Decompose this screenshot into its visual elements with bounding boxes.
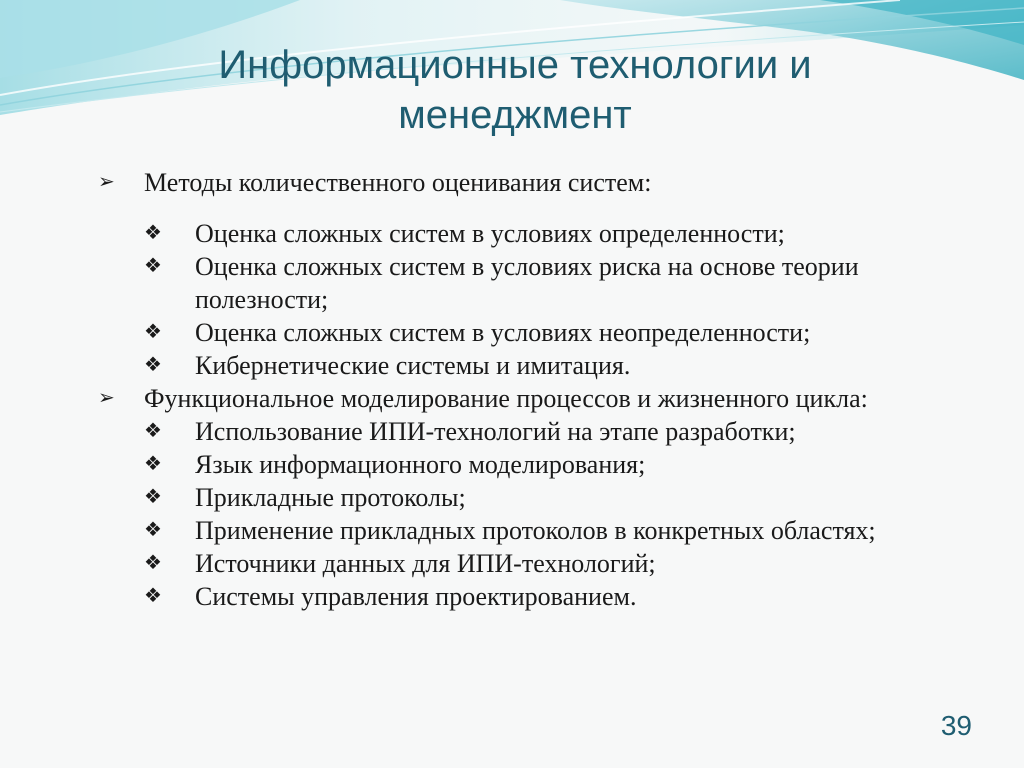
list-item-text: Системы управления проектированием.: [195, 582, 637, 611]
list-item: [98, 316, 918, 349]
diamond-bullet-icon: ❖: [144, 321, 162, 343]
section-heading-text: Функциональное моделирование процессов и жизненного цикла:: [144, 384, 868, 413]
diamond-bullet-icon: ❖: [144, 420, 162, 442]
list-item-text: Кибернетические системы и имитация.: [195, 351, 631, 380]
diamond-bullet-icon: ❖: [144, 519, 162, 541]
list-item-text: Оценка сложных систем в условиях неопределенности;: [195, 318, 811, 347]
list-item-text: Применение прикладных протоколов в конкретных областях;: [195, 516, 876, 545]
list-item-text: Оценка сложных систем в условиях определенности;: [195, 219, 785, 248]
list-item: [98, 415, 918, 448]
list-item: [98, 514, 918, 547]
diamond-bullet-icon: ❖: [144, 453, 162, 475]
page-number: 39: [940, 710, 972, 741]
list-item: [98, 448, 918, 481]
diamond-bullet-icon: ❖: [144, 552, 162, 574]
diamond-bullet-icon: ❖: [144, 486, 162, 508]
list-item-text: Использование ИПИ-технологий на этапе разработки;: [195, 417, 796, 446]
list-item: [98, 217, 918, 250]
list-item-text: Прикладные протоколы;: [195, 483, 466, 512]
list-item: [98, 349, 918, 382]
arrow-bullet-icon: ➢: [98, 171, 115, 193]
section-heading-1: [98, 166, 918, 199]
list-item-text: Источники данных для ИПИ-технологий;: [195, 549, 656, 578]
list-item: [98, 481, 918, 514]
slide-title: Информационные технологии и менеджмент: [218, 43, 812, 137]
slide-content: [98, 166, 918, 613]
section-heading-2: [98, 382, 918, 415]
list-item: [98, 547, 918, 580]
list-item: [98, 250, 918, 316]
list-item-text: Оценка сложных систем в условиях риска на основе теории полезности;: [195, 252, 859, 314]
diamond-bullet-icon: ❖: [144, 354, 162, 376]
section-heading-text: Методы количественного оценивания систем:: [144, 168, 652, 197]
diamond-bullet-icon: ❖: [144, 222, 162, 244]
list-item: [98, 580, 918, 613]
list-item-text: Язык информационного моделирования;: [195, 450, 646, 479]
diamond-bullet-icon: ❖: [144, 255, 162, 277]
arrow-bullet-icon: ➢: [98, 387, 115, 409]
diamond-bullet-icon: ❖: [144, 585, 162, 607]
